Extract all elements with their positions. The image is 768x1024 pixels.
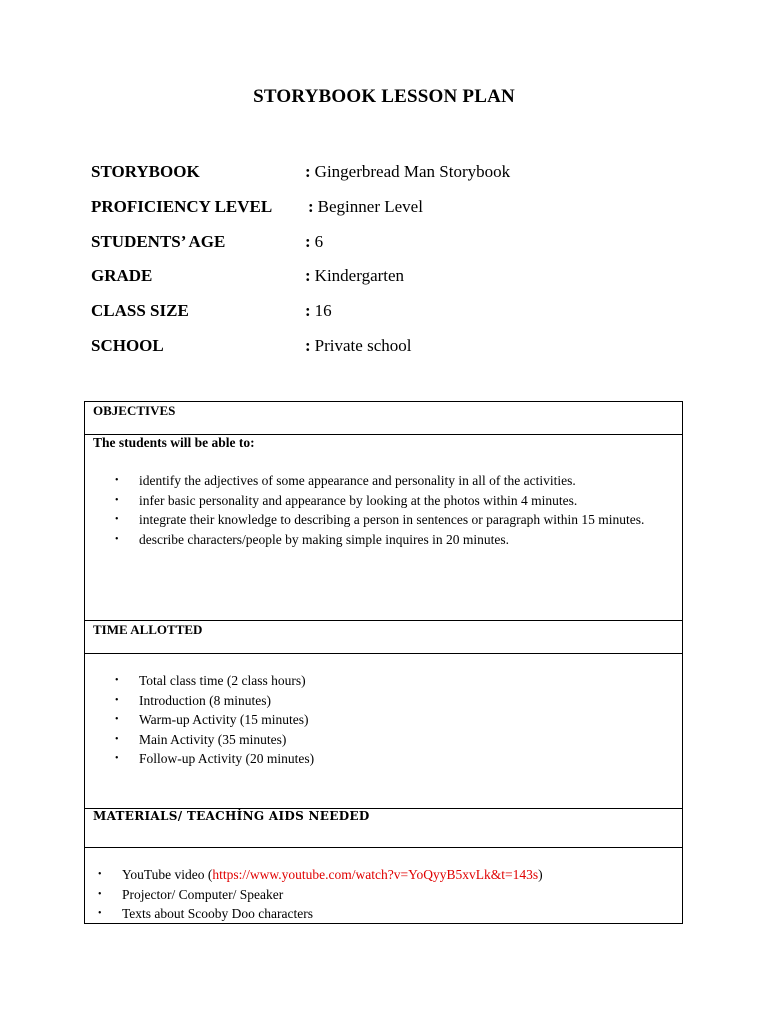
objective-text: describe characters/people by making simple inquires in 20 minutes. [139, 531, 510, 547]
objectives-list [115, 471, 677, 549]
info-value-wrap [305, 266, 404, 286]
list-item [115, 510, 677, 530]
time-item-text: Introduction (8 minutes) [139, 692, 271, 708]
info-label: SCHOOL [91, 336, 164, 355]
info-label: GRADE [91, 266, 153, 285]
materials-list [98, 865, 668, 924]
bullet-icon: • [115, 753, 119, 764]
colon: : [305, 266, 311, 285]
bullet-icon: • [115, 694, 119, 706]
time-item-text: Main Activity (35 minutes) [139, 731, 287, 747]
info-value: Kindergarten [314, 266, 405, 285]
lesson-table [84, 401, 683, 924]
list-item [98, 885, 668, 905]
youtube-link[interactable]: https://www.youtube.com/watch?v=YoQyyB5xvLk&t=143s [212, 867, 539, 882]
time-allotted-list [115, 671, 655, 769]
list-item [98, 865, 668, 885]
bullet-icon: • [115, 714, 119, 725]
objective-text: integrate their knowledge to describing a person in sentences or paragraph within 15 minutes. [139, 512, 645, 527]
list-item [115, 671, 655, 691]
divider [85, 620, 682, 621]
time-allotted-heading: TIME ALLOTTED [93, 622, 203, 637]
youtube-prefix: YouTube video ( [122, 867, 213, 882]
time-item-text: Total class time (2 class hours) [139, 673, 306, 688]
info-label: PROFICIENCY LEVEL [91, 197, 273, 216]
list-item [115, 530, 677, 550]
list-item [115, 691, 655, 711]
bullet-icon: • [115, 733, 119, 745]
divider [85, 847, 682, 848]
info-value-wrap [305, 301, 332, 321]
info-value-wrap [305, 232, 323, 252]
divider [85, 653, 682, 654]
bullet-icon: • [115, 514, 119, 525]
list-item [115, 749, 655, 769]
objective-text: identify the adjectives of some appearance and personality in all of the activities. [139, 473, 576, 488]
objectives-heading: OBJECTIVES [93, 403, 176, 418]
time-item-text: Follow-up Activity (20 minutes) [139, 751, 315, 766]
materials-heading: MATERIALS/ TEACHİNG AIDS NEEDED [93, 809, 370, 823]
bullet-icon: • [98, 869, 102, 880]
list-item [115, 471, 677, 491]
material-text: Projector/ Computer/ Speaker [122, 886, 284, 902]
info-value: Beginner Level [317, 197, 423, 216]
colon: : [308, 197, 314, 216]
list-item [98, 904, 668, 924]
info-label: CLASS SIZE [91, 301, 189, 320]
bullet-icon: • [98, 908, 102, 919]
info-value: 6 [314, 232, 324, 251]
info-value-wrap [305, 162, 510, 182]
list-item [115, 710, 655, 730]
bullet-icon: • [115, 494, 119, 506]
objectives-subheading: The students will be able to: [93, 435, 255, 450]
material-text: Texts about Scooby Doo characters [122, 906, 313, 921]
info-label: STUDENTS’ AGE [91, 232, 226, 251]
info-value-wrap [308, 197, 423, 217]
bullet-icon: • [115, 675, 119, 686]
time-item-text: Warm-up Activity (15 minutes) [139, 712, 309, 727]
bullet-icon: • [115, 533, 119, 545]
info-value: Private school [314, 336, 412, 355]
info-label: STORYBOOK [91, 162, 200, 181]
list-item [115, 491, 677, 511]
colon: : [305, 232, 311, 251]
objective-text: infer basic personality and appearance by looking at the photos within 4 minutes. [139, 492, 578, 508]
page-title: STORYBOOK LESSON PLAN [253, 86, 515, 107]
colon: : [305, 162, 311, 181]
info-value: 16 [314, 301, 332, 320]
colon: : [305, 336, 311, 355]
colon: : [305, 301, 311, 320]
list-item [115, 730, 655, 750]
info-value: Gingerbread Man Storybook [314, 162, 511, 181]
info-value-wrap [305, 336, 411, 356]
bullet-icon: • [115, 475, 119, 486]
bullet-icon: • [98, 888, 102, 900]
youtube-suffix: ) [538, 867, 543, 882]
